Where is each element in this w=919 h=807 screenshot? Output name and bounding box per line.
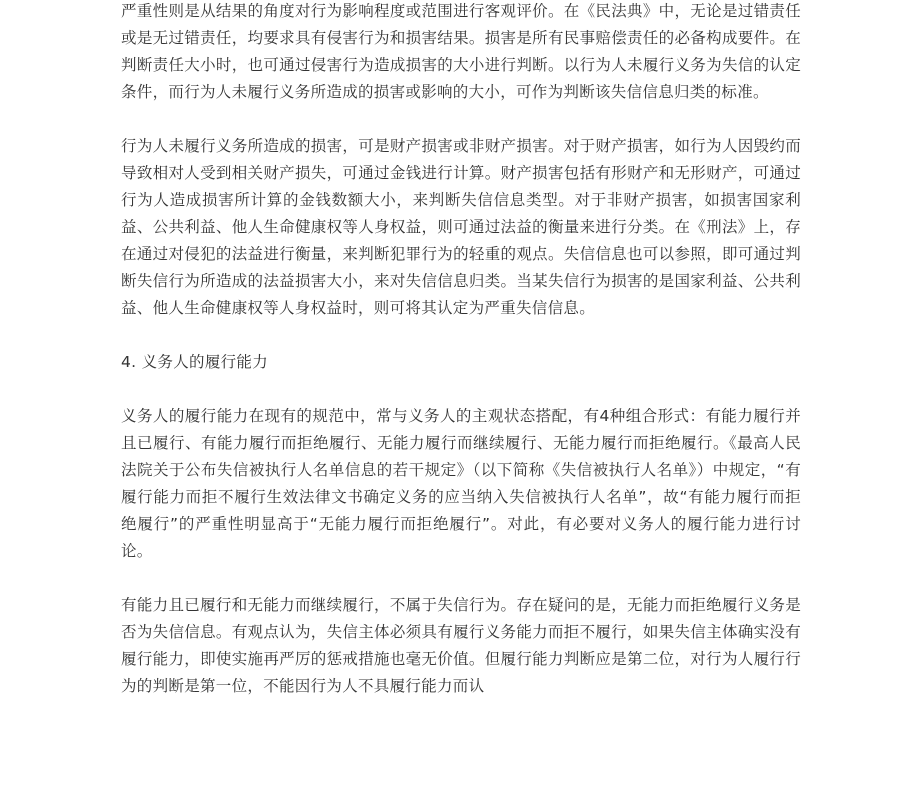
paragraph: 有能力且已履行和无能力而继续履行，不属于失信行为。存在疑问的是，无能力而拒绝履行义务是否为失信信息。有观点认为，失信主体必须具有履行义务能力而拒不履行，如果失信主体确实没有履行能力，即使实施再严厉的惩戒措施也毫无价值。但履行能力判断应是第二位，对行为人履行行为的判断是第一位，不能因行为人不具履行能力而认 bbox=[121, 596, 801, 695]
paragraph: 行为人未履行义务所造成的损害，可是财产损害或非财产损害。对于财产损害，如行为人因毁约而导致相对人受到相关财产损失，可通过金钱进行计算。财产损害包括有形财产和无形财产，可通过行为人造成损害所计算的金钱数额大小，来判断失信信息类型。对于非财产损害，如损害国家利益、公共利益、他人生命健康权等人身权益，则可通过法益的衡量来进行分类。在《刑法》上，存在通过对侵犯的法益进行衡量，来判断犯罪行为的轻重的观点。失信信息也可以参照，即可通过判断失信行为所造成的法益损害大小，来对失信信息归类。当某失信行为损害的是国家利益、公共利益、他人生命健康权等人身权益时，则可将其认定为严重失信信息。 bbox=[121, 137, 801, 317]
paragraph: 严重性则是从结果的角度对行为影响程度或范围进行客观评价。在《民法典》中，无论是过错责任或是无过错责任，均要求具有侵害行为和损害结果。损害是所有民事赔偿责任的必备构成要件。在判断责任大小时，也可通过侵害行为造成损害的大小进行判断。以行为人未履行义务为失信的认定条件，而行为人未履行义务所造成的损害或影响的大小，可作为判断该失信信息归类的标准。 bbox=[121, 2, 801, 101]
paragraph: 义务人的履行能力在现有的规范中，常与义务人的主观状态搭配，有4种组合形式：有能力履行并且已履行、有能力履行而拒绝履行、无能力履行而继续履行、无能力履行而拒绝履行。《最高人民法院关于公布失信被执行人名单信息的若干规定》（以下简称《失信被执行人名单》）中规定，“有履行能力而拒不履行生效法律文书确定义务的应当纳入失信被执行人名单”，故“有能力履行而拒绝履行”的严重性明显高于“无能力履行而拒绝履行”。对此，有必要对义务人的履行能力进行讨论。 bbox=[121, 407, 801, 560]
section-heading: 4. 义务人的履行能力 bbox=[121, 353, 269, 371]
article-body bbox=[121, 0, 801, 727]
